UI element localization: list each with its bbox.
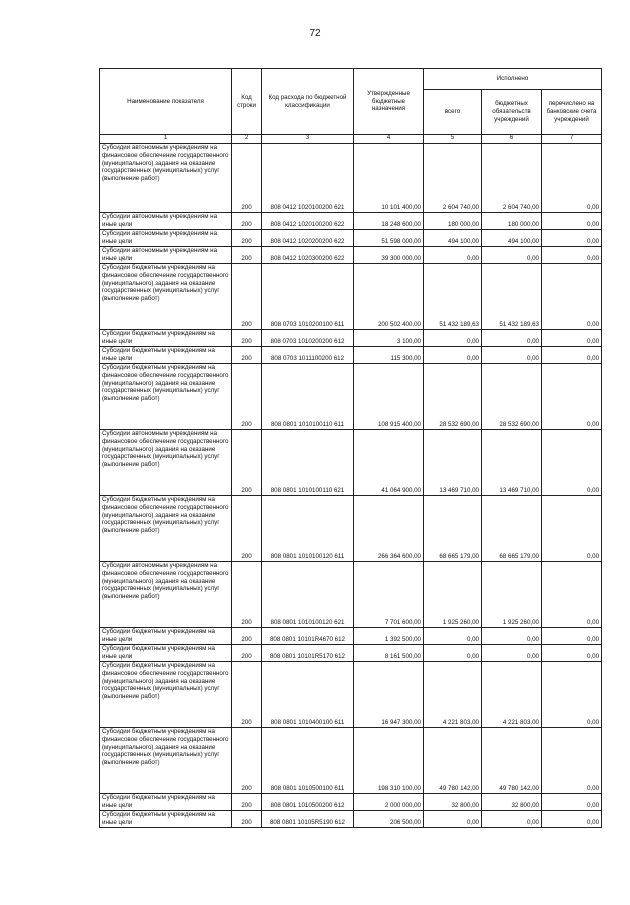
row-code: 200 <box>232 728 262 794</box>
table-row <box>100 645 602 662</box>
row-budget-obligations: 4 221 803,00 <box>482 662 542 728</box>
row-budget-obligations: 32 800,00 <box>482 794 542 811</box>
row-code: 200 <box>232 144 262 213</box>
row-code: 200 <box>232 364 262 430</box>
header-classification: Код расхода по бюджетной классификации <box>262 69 354 135</box>
row-budget-obligations: 0,00 <box>482 330 542 347</box>
row-code: 200 <box>232 562 262 628</box>
row-transferred: 0,00 <box>542 645 602 662</box>
row-transferred: 0,00 <box>542 562 602 628</box>
table-row <box>100 144 602 213</box>
row-transferred: 0,00 <box>542 264 602 330</box>
row-transferred: 0,00 <box>542 628 602 645</box>
row-classification: 808 0703 1010200200 612 <box>262 330 354 347</box>
row-approved: 8 161 500,00 <box>354 645 424 662</box>
row-approved: 51 598 000,00 <box>354 230 424 247</box>
row-transferred: 0,00 <box>542 144 602 213</box>
row-budget-obligations: 0,00 <box>482 628 542 645</box>
row-name: Субсидии бюджетным учреждениям на иные цели <box>100 628 232 645</box>
row-approved: 39 300 000,00 <box>354 247 424 264</box>
row-name: Субсидии бюджетным учреждениям на финансовое обеспечение государственного (муниципального) задания на оказание государственных (муниципальных) услуг (выполнение работ) <box>100 728 232 794</box>
table-row <box>100 213 602 230</box>
row-total: 49 780 142,00 <box>424 728 482 794</box>
row-approved: 10 101 400,00 <box>354 144 424 213</box>
row-classification: 808 0801 1010100110 621 <box>262 430 354 496</box>
row-code: 200 <box>232 811 262 828</box>
row-classification: 808 0412 1020300200 622 <box>262 247 354 264</box>
row-name: Субсидии автономным учреждениям на финансовое обеспечение государственного (муниципального) задания на оказание государственных (муниципальных) услуг (выполнение работ) <box>100 562 232 628</box>
row-transferred: 0,00 <box>542 247 602 264</box>
row-approved: 108 915 400,00 <box>354 364 424 430</box>
row-name: Субсидии автономным учреждениям на иные цели <box>100 213 232 230</box>
row-transferred: 0,00 <box>542 330 602 347</box>
row-name: Субсидии автономным учреждениям на иные цели <box>100 247 232 264</box>
table-row <box>100 662 602 728</box>
row-total: 180 000,00 <box>424 213 482 230</box>
column-number: 4 <box>354 135 424 144</box>
row-transferred: 0,00 <box>542 213 602 230</box>
header-name: Наименование показателя <box>100 69 232 135</box>
row-code: 200 <box>232 347 262 364</box>
row-approved: 41 064 900,00 <box>354 430 424 496</box>
row-name: Субсидии бюджетным учреждениям на финансовое обеспечение государственного (муниципального) задания на оказание государственных (муниципальных) услуг (выполнение работ) <box>100 662 232 728</box>
row-name: Субсидии бюджетным учреждениям на иные цели <box>100 347 232 364</box>
row-budget-obligations: 0,00 <box>482 645 542 662</box>
column-number: 3 <box>262 135 354 144</box>
row-budget-obligations: 0,00 <box>482 347 542 364</box>
row-transferred: 0,00 <box>542 496 602 562</box>
row-transferred: 0,00 <box>542 811 602 828</box>
row-classification: 808 0703 1011100200 612 <box>262 347 354 364</box>
row-total: 2 604 740,00 <box>424 144 482 213</box>
row-classification: 808 0801 1010400100 611 <box>262 662 354 728</box>
row-total: 13 469 710,00 <box>424 430 482 496</box>
table-row <box>100 811 602 828</box>
row-transferred: 0,00 <box>542 662 602 728</box>
row-budget-obligations: 68 665 179,00 <box>482 496 542 562</box>
row-budget-obligations: 49 780 142,00 <box>482 728 542 794</box>
row-approved: 206 500,00 <box>354 811 424 828</box>
row-code: 200 <box>232 628 262 645</box>
row-classification: 808 0412 1020200200 622 <box>262 230 354 247</box>
column-number: 2 <box>232 135 262 144</box>
row-total: 4 221 803,00 <box>424 662 482 728</box>
row-transferred: 0,00 <box>542 430 602 496</box>
row-code: 200 <box>232 230 262 247</box>
row-classification: 808 0801 10101R4670 612 <box>262 628 354 645</box>
row-approved: 266 364 600,00 <box>354 496 424 562</box>
row-code: 200 <box>232 330 262 347</box>
row-budget-obligations: 28 532 690,00 <box>482 364 542 430</box>
row-approved: 18 248 600,00 <box>354 213 424 230</box>
row-approved: 200 502 400,00 <box>354 264 424 330</box>
row-classification: 808 0801 10105R5190 612 <box>262 811 354 828</box>
row-budget-obligations: 180 000,00 <box>482 213 542 230</box>
row-classification: 808 0412 1020100200 622 <box>262 213 354 230</box>
row-code: 200 <box>232 496 262 562</box>
table-row <box>100 264 602 330</box>
table-row <box>100 247 602 264</box>
row-transferred: 0,00 <box>542 230 602 247</box>
row-code: 200 <box>232 247 262 264</box>
column-number: 5 <box>424 135 482 144</box>
row-code: 200 <box>232 645 262 662</box>
row-approved: 2 000 000,00 <box>354 794 424 811</box>
row-classification: 808 0801 1010100120 621 <box>262 562 354 628</box>
table-row <box>100 628 602 645</box>
row-total: 0,00 <box>424 330 482 347</box>
row-transferred: 0,00 <box>542 364 602 430</box>
row-approved: 198 310 100,00 <box>354 728 424 794</box>
row-total: 0,00 <box>424 645 482 662</box>
row-total: 28 532 690,00 <box>424 364 482 430</box>
row-name: Субсидии бюджетным учреждениям на иные цели <box>100 811 232 828</box>
table-row <box>100 230 602 247</box>
row-total: 51 432 189,63 <box>424 264 482 330</box>
row-name: Субсидии автономным учреждениям на финансовое обеспечение государственного (муниципального) задания на оказание государственных (муниципальных) услуг (выполнение работ) <box>100 430 232 496</box>
row-name: Субсидии автономным учреждениям на финансовое обеспечение государственного (муниципального) задания на оказание государственных (муниципальных) услуг (выполнение работ) <box>100 144 232 213</box>
row-name: Субсидии бюджетным учреждениям на финансовое обеспечение государственного (муниципального) задания на оказание государственных (муниципальных) услуг (выполнение работ) <box>100 496 232 562</box>
table-row <box>100 794 602 811</box>
row-budget-obligations: 494 100,00 <box>482 230 542 247</box>
row-total: 32 800,00 <box>424 794 482 811</box>
row-classification: 808 0801 1010500100 611 <box>262 728 354 794</box>
row-budget-obligations: 0,00 <box>482 247 542 264</box>
row-budget-obligations: 0,00 <box>482 811 542 828</box>
table-row <box>100 330 602 347</box>
row-classification: 808 0703 1010200100 611 <box>262 264 354 330</box>
row-approved: 16 947 300,00 <box>354 662 424 728</box>
table-row <box>100 728 602 794</box>
budget-execution-table <box>99 68 602 828</box>
row-classification: 808 0801 1010100120 611 <box>262 496 354 562</box>
row-approved: 7 701 600,00 <box>354 562 424 628</box>
header-transferred: перечислено на банковские счета учреждений <box>542 90 602 135</box>
row-total: 0,00 <box>424 811 482 828</box>
row-code: 200 <box>232 264 262 330</box>
row-classification: 808 0801 1010100110 611 <box>262 364 354 430</box>
row-code: 200 <box>232 794 262 811</box>
row-name: Субсидии автономным учреждениям на иные цели <box>100 230 232 247</box>
page-number: 72 <box>309 28 321 39</box>
row-name: Субсидии бюджетным учреждениям на финансовое обеспечение государственного (муниципального) задания на оказание государственных (муниципальных) услуг (выполнение работ) <box>100 264 232 330</box>
row-total: 494 100,00 <box>424 230 482 247</box>
header-total: всего <box>424 90 482 135</box>
column-number: 7 <box>542 135 602 144</box>
table-row <box>100 347 602 364</box>
column-number: 6 <box>482 135 542 144</box>
row-total: 0,00 <box>424 247 482 264</box>
row-code: 200 <box>232 430 262 496</box>
column-number-row <box>100 135 602 144</box>
row-total: 0,00 <box>424 347 482 364</box>
row-name: Субсидии бюджетным учреждениям на иные цели <box>100 645 232 662</box>
row-budget-obligations: 1 925 260,00 <box>482 562 542 628</box>
row-classification: 808 0801 1010500200 612 <box>262 794 354 811</box>
header-approved: Утвержденные бюджетные назначения <box>354 69 424 135</box>
row-transferred: 0,00 <box>542 794 602 811</box>
row-budget-obligations: 13 469 710,00 <box>482 430 542 496</box>
header-executed: Исполнено <box>424 69 602 90</box>
row-transferred: 0,00 <box>542 347 602 364</box>
row-name: Субсидии бюджетным учреждениям на иные цели <box>100 330 232 347</box>
row-budget-obligations: 2 604 740,00 <box>482 144 542 213</box>
table-row <box>100 430 602 496</box>
row-approved: 1 392 500,00 <box>354 628 424 645</box>
header-budget-obligations: бюджетных обязательств учреждений <box>482 90 542 135</box>
row-total: 1 925 260,00 <box>424 562 482 628</box>
row-transferred: 0,00 <box>542 728 602 794</box>
table-row <box>100 562 602 628</box>
row-total: 68 665 179,00 <box>424 496 482 562</box>
row-approved: 115 300,00 <box>354 347 424 364</box>
row-classification: 808 0801 10101R5170 612 <box>262 645 354 662</box>
row-total: 0,00 <box>424 628 482 645</box>
row-classification: 808 0412 1020100200 621 <box>262 144 354 213</box>
row-code: 200 <box>232 662 262 728</box>
row-code: 200 <box>232 213 262 230</box>
row-approved: 3 100,00 <box>354 330 424 347</box>
table-row <box>100 496 602 562</box>
column-number: 1 <box>100 135 232 144</box>
table-row <box>100 364 602 430</box>
row-name: Субсидии бюджетным учреждениям на финансовое обеспечение государственного (муниципального) задания на оказание государственных (муниципальных) услуг (выполнение работ) <box>100 364 232 430</box>
header-code: Код строки <box>232 69 262 135</box>
row-name: Субсидии бюджетным учреждениям на иные цели <box>100 794 232 811</box>
row-budget-obligations: 51 432 189,63 <box>482 264 542 330</box>
